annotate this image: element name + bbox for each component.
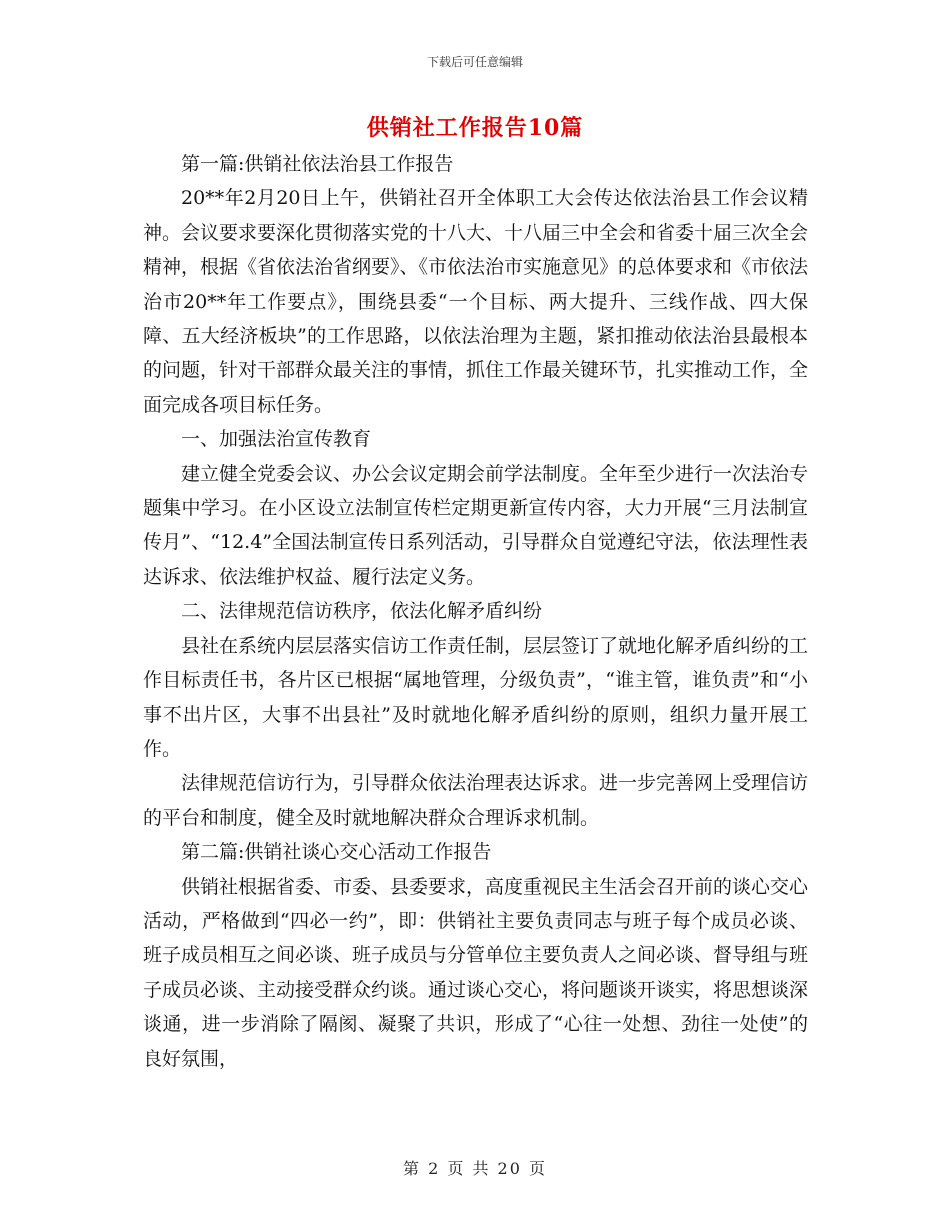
page-footer: 第 2 页 共 20 页	[403, 1159, 547, 1178]
page-header-note: 下载后可任意编辑	[426, 55, 523, 69]
document-body	[143, 147, 808, 1076]
subsection-heading: 二、法律规范信访秩序，依法化解矛盾纠纷	[181, 600, 543, 623]
document-title: 供销社工作报告10篇	[366, 115, 584, 141]
section-heading-part-1: 第一篇:供销社依法治县工作报告	[181, 153, 454, 175]
body-paragraph: 20**年2月20日上午，供销社召开全体职工大会传达依法治县工作会议精神。会议要求要深化贯彻落实党的十八大、十八届三中全会和省委十届三次全会精神，根据《省依法治省纲要》、《市依法治市实施意见》的总体要求和《市依法治市20**年工作要点》，围绕县委“一个目标、两大提升、三线作战、四大保障、五大经济板块”的工作思路，以依法治理为主题，紧扣推动依法治县最根本的问题，针对干部群众最关注的事情，抓住工作最关键环节，扎实推动工作，全面完成各项目标任务。	[143, 187, 809, 416]
subsection-heading: 一、加强法治宣传教育	[181, 428, 372, 451]
body-paragraph: 建立健全党委会议、办公会议定期会前学法制度。全年至少进行一次法治专题集中学习。在小区设立法制宣传栏定期更新宣传内容，大力开展“三月法制宣传月”、“12.4”全国法制宣传日系列活动，引导群众自觉遵纪守法，依法理性表达诉求、依法维护权益、履行法定义务。	[143, 462, 809, 588]
section-heading-part-2: 第二篇:供销社谈心交心活动工作报告	[181, 841, 492, 864]
body-paragraph: 县社在系统内层层落实信访工作责任制，层层签订了就地化解矛盾纠纷的工作目标责任书，各片区已根据“属地管理，分级负责”，“谁主管，谁负责”和“小事不出片区，大事不出县社”及时就地化解矛盾纠纷的原则，组织力量开展工作。	[143, 634, 809, 760]
body-paragraph: 供销社根据省委、市委、县委要求，高度重视民主生活会召开前的谈心交心活动，严格做到“四必一约”，即：供销社主要负责同志与班子每个成员必谈、班子成员相互之间必谈、班子成员与分管单位主要负责人之间必谈、督导组与班子成员必谈、主动接受群众约谈。通过谈心交心，将问题谈开谈实，将思想谈深谈通，进一步消除了隔阂、凝聚了共识，形成了“心往一处想、劲往一处使”的良好氛围，	[143, 875, 809, 1070]
body-paragraph: 法律规范信访行为，引导群众依法治理表达诉求。进一步完善网上受理信访的平台和制度，健全及时就地解决群众合理诉求机制。	[143, 772, 809, 829]
